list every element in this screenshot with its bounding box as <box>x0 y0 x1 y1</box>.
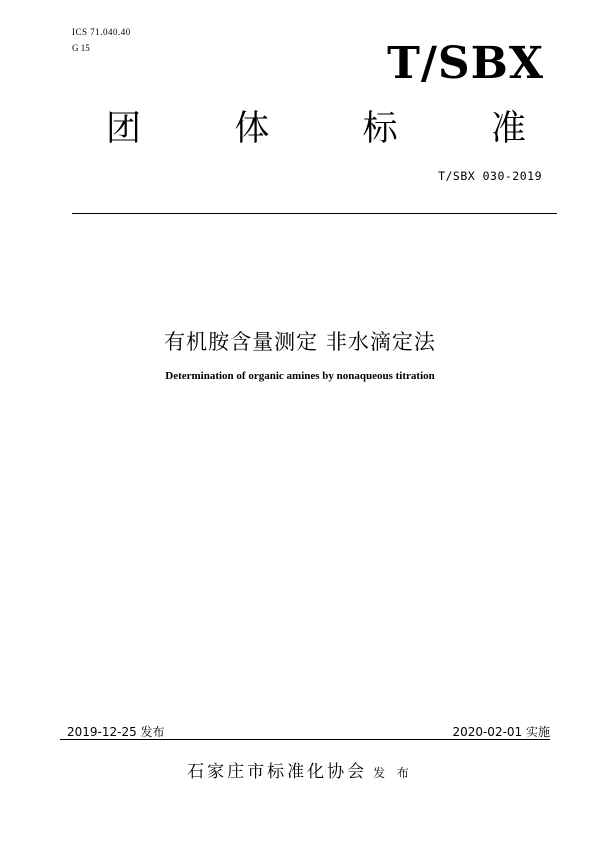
top-divider <box>72 213 557 214</box>
standard-logo: T/SBX <box>387 38 544 89</box>
publisher-name: 石家庄市标准化协会 <box>187 762 368 782</box>
document-type-char: 团 <box>106 109 142 149</box>
issue-date: 2019-12-25 发布 <box>67 725 165 739</box>
document-type-char: 体 <box>234 109 270 149</box>
title-chinese: 有机胺含量测定 非水滴定法 <box>164 330 436 354</box>
document-type-char: 准 <box>490 109 526 149</box>
document-type-char: 标 <box>362 109 398 149</box>
publish-action: 发 布 <box>373 766 413 780</box>
bottom-divider <box>60 739 550 740</box>
standard-number: T/SBX 030-2019 <box>438 169 542 183</box>
ics-code: ICS 71.040.40 <box>72 27 131 37</box>
document-type <box>106 101 526 151</box>
publisher-line <box>0 757 600 782</box>
ccs-code: G 15 <box>72 43 90 53</box>
title-english: Determination of organic amines by nonaqueous titration <box>165 370 435 382</box>
implementation-date: 2020-02-01 实施 <box>452 725 550 739</box>
